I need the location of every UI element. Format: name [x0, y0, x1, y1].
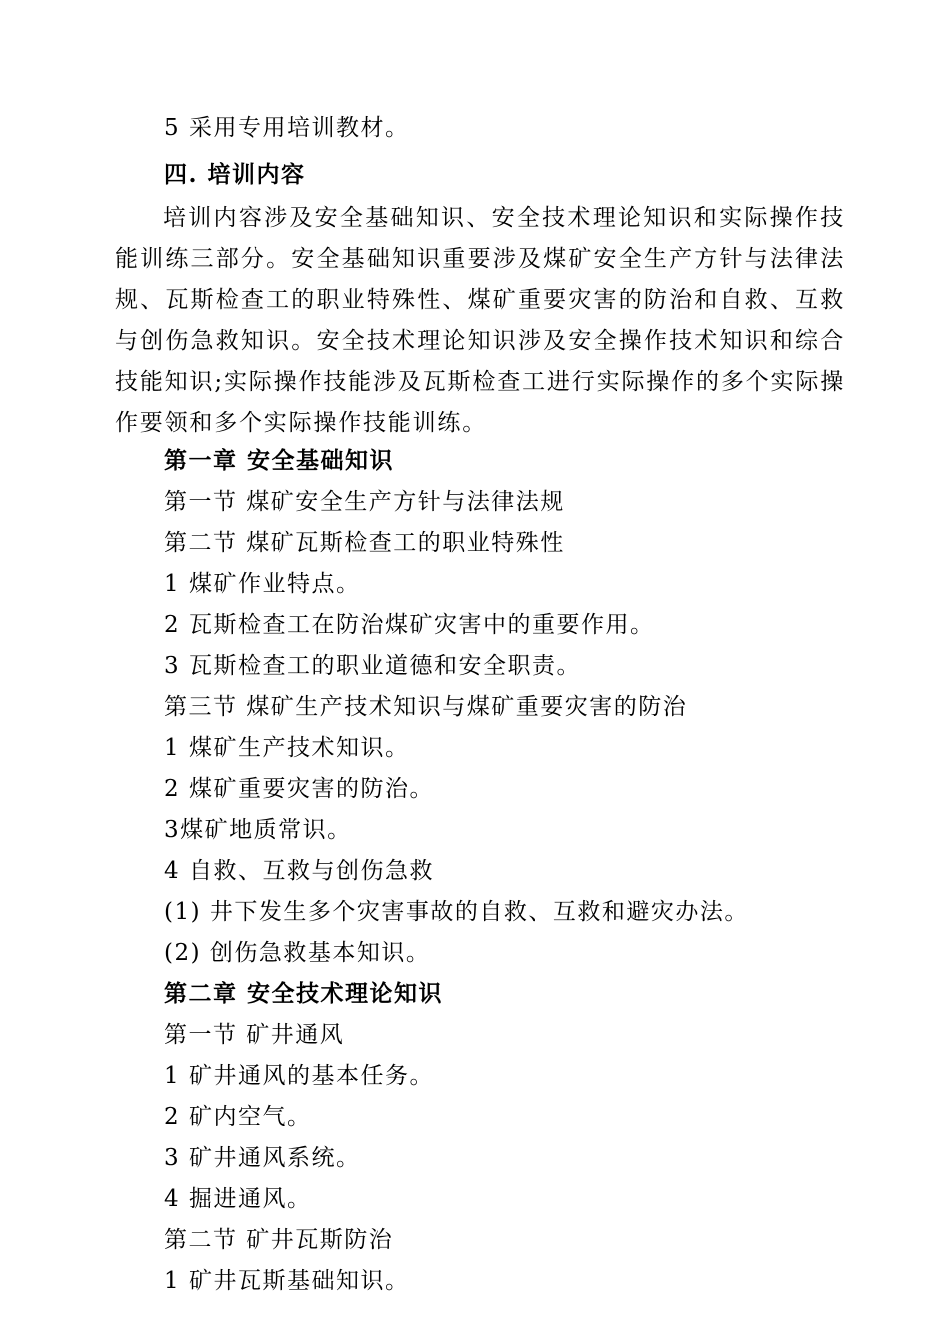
section-heading-training-content: 四. 培训内容 [164, 161, 306, 188]
chapter-1-section-1: 第一节 煤矿安全生产方针与法律法规 [164, 489, 565, 515]
list-item: 4 自救、互救与创伤急救 [164, 858, 434, 884]
paragraph-text: 培训内容涉及安全基础知识、安全技术理论知识和实际操作技能训练三部分。安全基础知识重要涉及煤矿安全生产方针与法律法规、瓦斯检查工的职业特殊性、煤矿重要灾害的防治和自救、互救与创伤急救知识。安全技术理论知识涉及安全操作技术知识和综合技能知识;实际操作技能涉及瓦斯检查工进行实际操作的多个实际操作要领和多个实际操作技能训练。 [115, 205, 845, 436]
list-item: 3 瓦斯检查工的职业道德和安全职责。 [164, 653, 581, 679]
chapter-2-section-1: 第一节 矿井通风 [164, 1022, 345, 1048]
list-item: 1 矿井通风的基本任务。 [164, 1063, 434, 1089]
list-item: 2 矿内空气。 [164, 1104, 312, 1130]
chapter-2-title: 第二章 安全技术理论知识 [164, 980, 444, 1007]
sub-list-item: (2) 创伤急救基本知识。 [164, 940, 431, 966]
sub-list-item: (1) 井下发生多个灾害事故的自救、互救和避灾办法。 [164, 899, 749, 925]
list-item: 3 矿井通风系统。 [164, 1145, 361, 1171]
list-item: 3煤矿地质常识。 [164, 817, 352, 843]
chapter-1-section-3: 第三节 煤矿生产技术知识与煤矿重要灾害的防治 [164, 694, 688, 720]
chapter-2-section-2: 第二节 矿井瓦斯防治 [164, 1227, 394, 1253]
list-item: 2 瓦斯检查工在防治煤矿灾害中的重要作用。 [164, 612, 655, 638]
chapter-1-section-2: 第二节 煤矿瓦斯检查工的职业特殊性 [164, 530, 565, 556]
chapter-1-title: 第一章 安全基础知识 [164, 447, 395, 474]
list-item: 1 矿井瓦斯基础知识。 [164, 1268, 410, 1294]
list-item: 4 掘进通风。 [164, 1186, 312, 1212]
training-content-paragraph [115, 198, 845, 444]
training-material-item: 5 采用专用培训教材。 [164, 115, 410, 141]
list-item: 1 煤矿作业特点。 [164, 571, 361, 597]
list-item: 1 煤矿生产技术知识。 [164, 735, 410, 761]
list-item: 2 煤矿重要灾害的防治。 [164, 776, 434, 802]
